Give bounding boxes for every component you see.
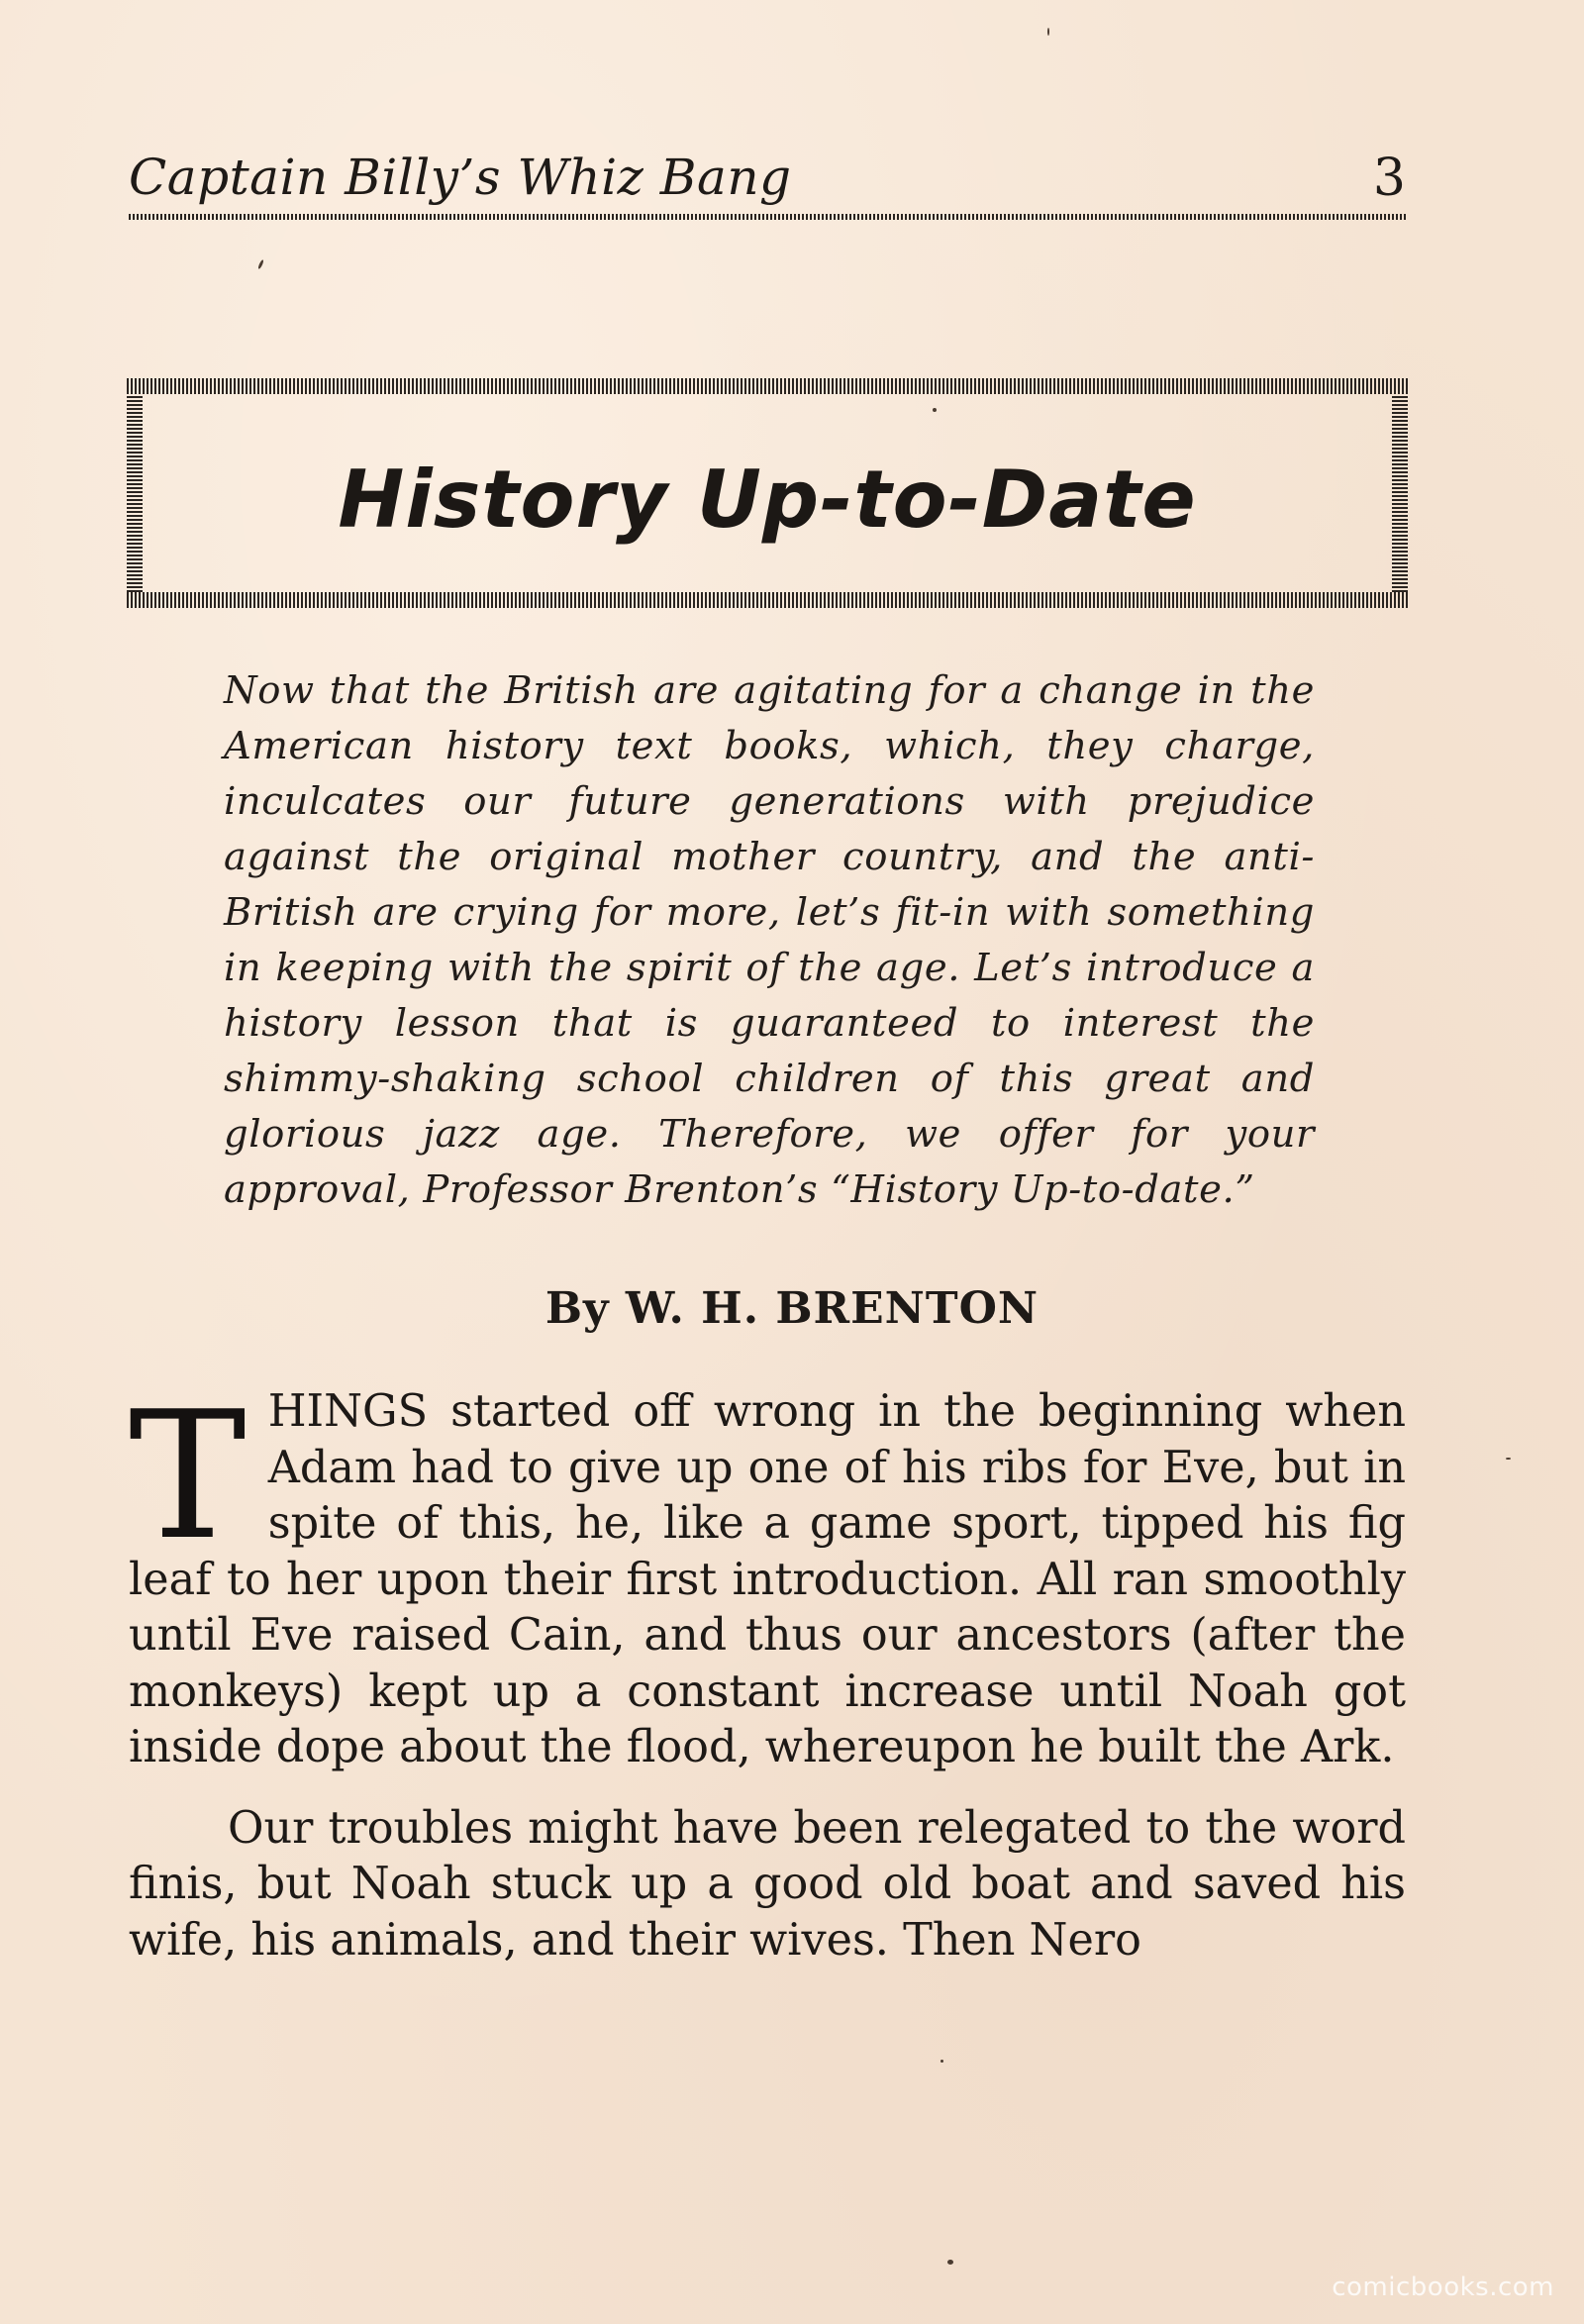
- intro-paragraph: Now that the British are agitating for a change in the American history text books, which, they charge, inculcates our future generations with prejudice against the original mother country, and the anti-British are crying for more, let’s fit-in with something in keeping with the spirit of the age. Let’s introduce a history lesson that is guaranteed to interest the shimmy-shaking school children of this great and glorious jazz age. Therefore, we offer for your approval, Professor Brenton’s “History Up-to-date.”: [224, 668, 1315, 1212]
- body-paragraph-1-text: HINGS started off wrong in the beginning when Adam had to give up one of his ribs for Eve, but in spite of this, he, like a game sport, tipped his fig leaf to her upon their first introduction. All ran smoothly until Eve raised Cain, and thus our ancestors (after the monkeys) kept up a constant increase until Noah got inside dope about the flood, whereupon he built the Ark.: [129, 1386, 1406, 1772]
- page-number: 3: [1372, 149, 1406, 208]
- running-title: Captain Billy’s Whiz Bang: [129, 149, 792, 206]
- running-header: [129, 149, 1406, 220]
- paper-speck: [257, 259, 264, 269]
- paper-speck: [933, 408, 937, 412]
- paper-speck: [1047, 28, 1049, 36]
- paper-speck: [947, 2260, 953, 2265]
- frame-border-top: [127, 378, 1408, 394]
- drop-cap: T: [129, 1373, 247, 1578]
- article-body: [129, 1373, 1406, 1969]
- body-paragraph-2: Our troubles might have been relegated to the word finis, but Noah stuck up a good old boat and saved his wife, his animals, and their wives. Then Nero: [129, 1802, 1406, 1966]
- body-paragraph-1: [129, 1373, 1406, 1776]
- watermark: comicbooks.com: [1332, 2273, 1554, 2302]
- title-frame: [127, 378, 1408, 608]
- byline: By W. H. BRENTON: [544, 1283, 1040, 1334]
- article-title: History Up-to-Date: [338, 454, 1197, 546]
- header-rule: [129, 214, 1406, 220]
- paper-speck: [940, 2060, 943, 2063]
- frame-border-bottom: [127, 592, 1408, 608]
- paper-speck: [1506, 1458, 1511, 1460]
